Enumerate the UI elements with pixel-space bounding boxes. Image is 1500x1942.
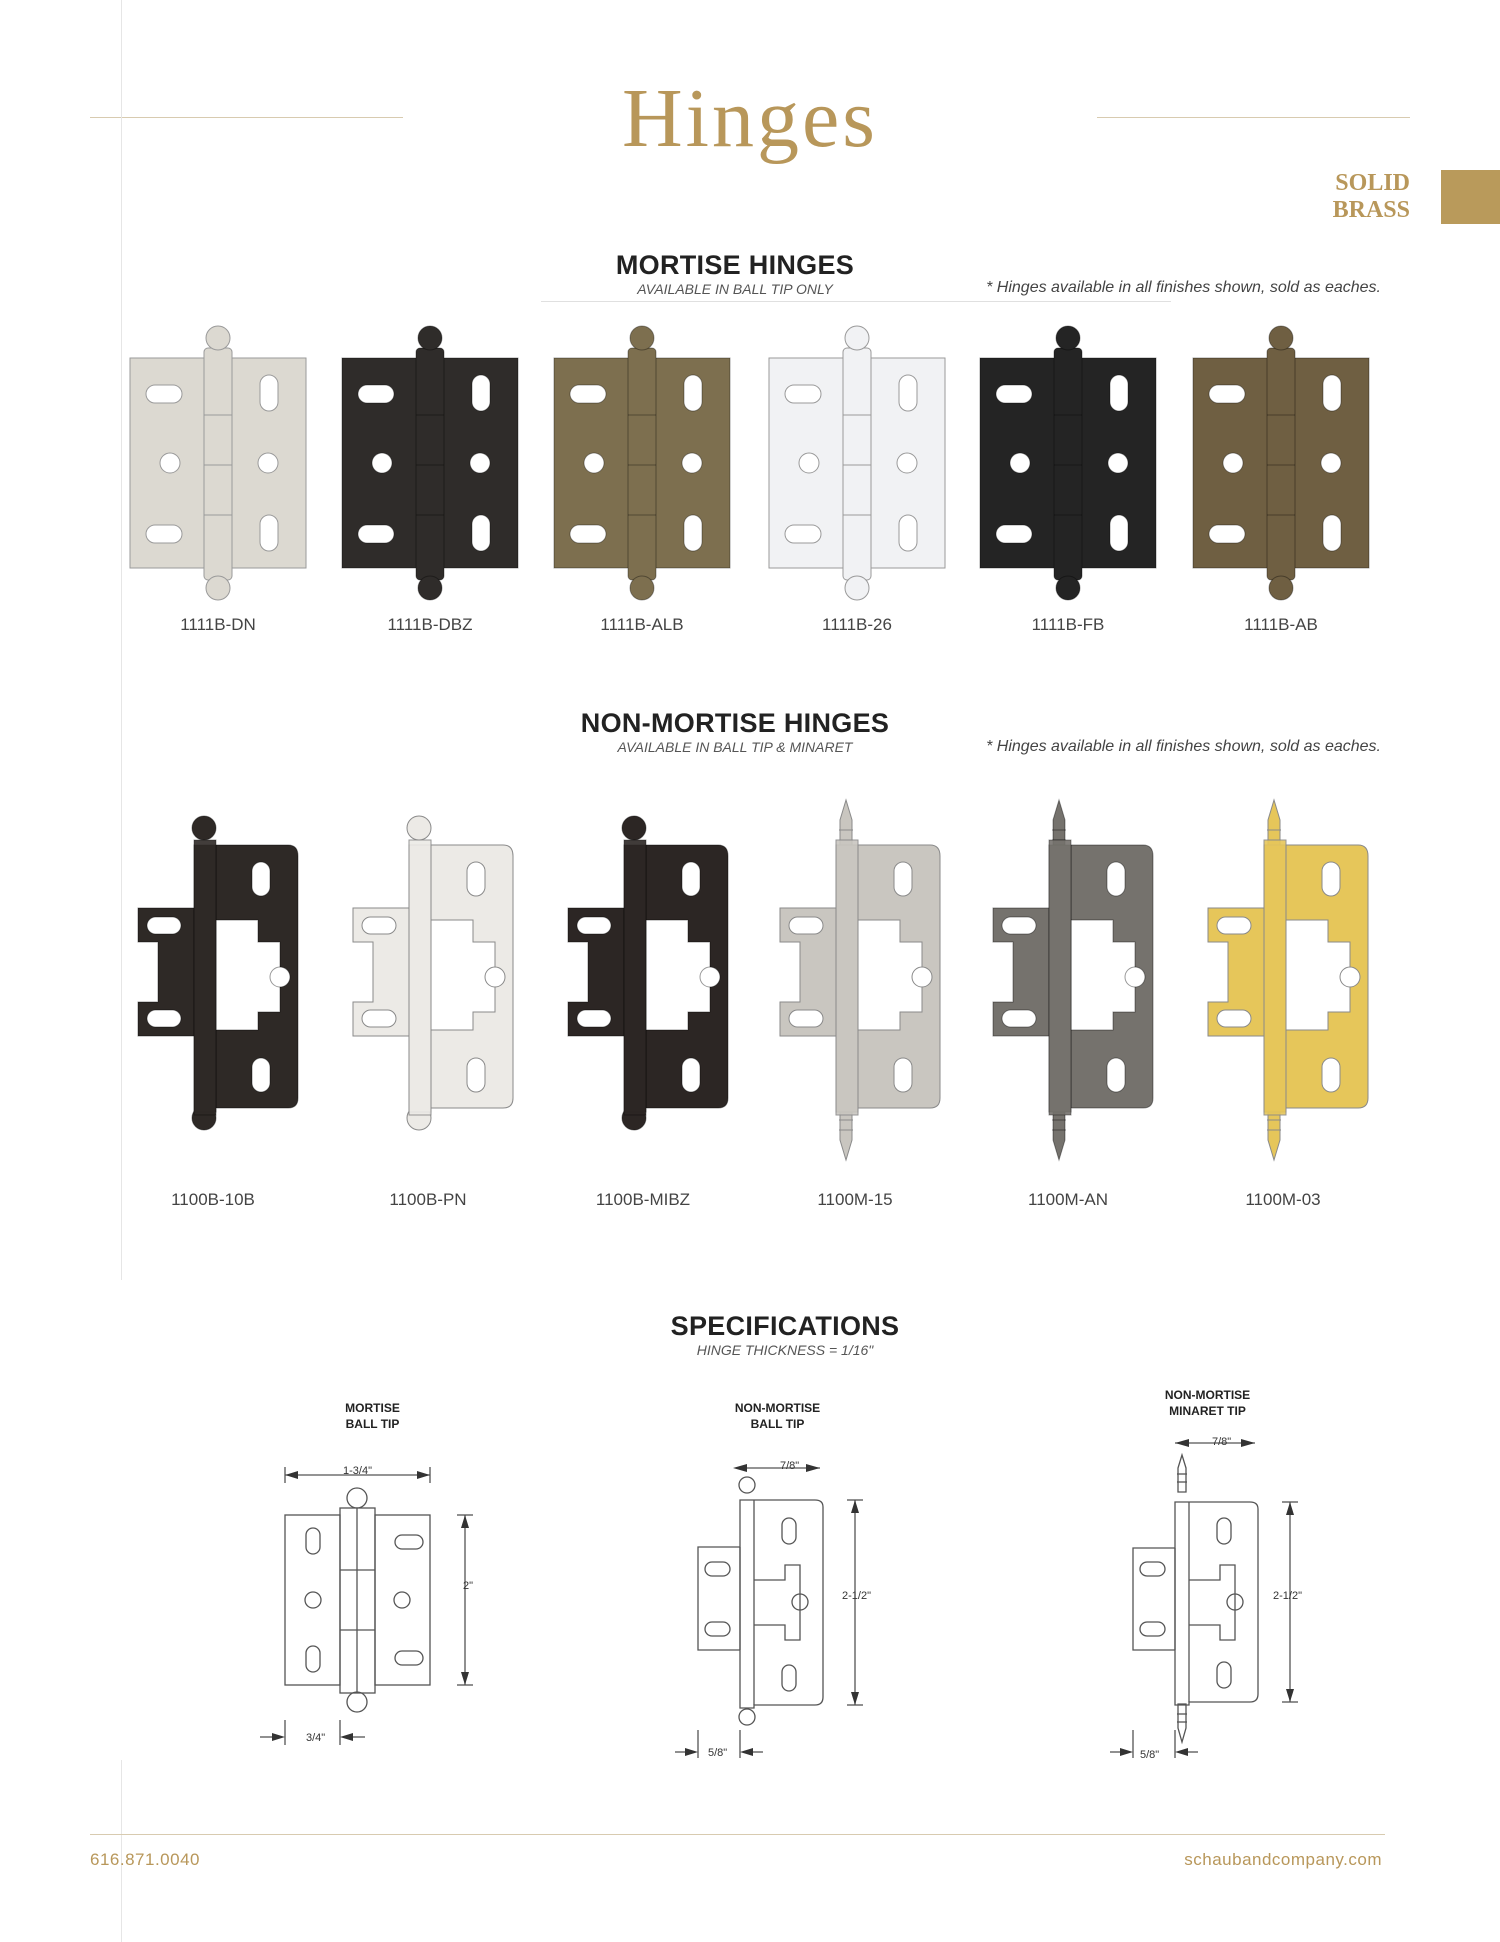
spec-mortise-leaf: 3/4" [306, 1732, 326, 1744]
non-mortise-note: * Hinges available in all finishes shown, sold as eaches. [986, 738, 1381, 755]
non-mortise-heading: NON-MORTISE HINGES [580, 708, 890, 738]
non-mortise-hinge-image [975, 790, 1165, 1170]
mortise-subheading: AVAILABLE IN BALL TIP ONLY [637, 281, 833, 297]
spec-mortise-width: 1-3/4" [343, 1465, 372, 1477]
spec-mortise-label: MORTISE BALL TIP [345, 1401, 400, 1431]
mortise-hinge-card[interactable] [757, 320, 957, 605]
non-mortise-hinge-code: 1100M-15 [817, 1190, 893, 1209]
mortise-hinge-code: 1111B-DN [180, 615, 256, 634]
mortise-heading: MORTISE HINGES [615, 250, 855, 280]
spec-mortise-height: 2" [463, 1580, 474, 1592]
non-mortise-hinge-code: 1100B-10B [171, 1190, 255, 1209]
mortise-hinge-code: 1111B-26 [822, 615, 892, 634]
solid-brass-badge: SOLID BRASS [1332, 170, 1410, 223]
spec-nm-ball-label: NON-MORTISE BALL TIP [734, 1401, 821, 1431]
non-mortise-hinge-card[interactable] [120, 790, 310, 1170]
non-mortise-hinge-code: 1100M-03 [1245, 1190, 1321, 1209]
mortise-hinge-image [542, 320, 742, 605]
mortise-hinge-card[interactable] [1181, 320, 1381, 605]
spec-nm-ball-leaf: 5/8" [708, 1747, 728, 1759]
non-mortise-hinge-image [335, 790, 525, 1170]
non-mortise-hinge-card[interactable] [335, 790, 525, 1170]
non-mortise-hinge-code: 1100B-MIBZ [595, 1190, 691, 1209]
mortise-bracket-line [541, 301, 1171, 302]
mortise-hinge-code: 1111B-FB [1031, 615, 1105, 634]
footer-website[interactable]: schaubandcompany.com [1184, 1850, 1382, 1869]
non-mortise-hinge-card[interactable] [975, 790, 1165, 1170]
non-mortise-hinge-image [762, 790, 952, 1170]
non-mortise-hinge-card[interactable] [762, 790, 952, 1170]
mortise-hinge-code: 1111B-ALB [600, 615, 684, 634]
spec-nm-minaret-height: 2-1/2" [1273, 1590, 1302, 1602]
spec-nm-minaret-label: NON-MORTISE MINARET TIP [1164, 1388, 1251, 1418]
non-mortise-hinge-image [550, 790, 740, 1170]
spec-mortise-diagram [260, 1450, 490, 1760]
mortise-hinge-card[interactable] [542, 320, 742, 605]
mortise-hinge-card[interactable] [968, 320, 1168, 605]
non-mortise-subheading: AVAILABLE IN BALL TIP & MINARET [617, 739, 853, 755]
mortise-note: * Hinges available in all finishes shown, sold as eaches. [986, 279, 1381, 296]
footer-rule [90, 1834, 1385, 1835]
non-mortise-hinge-card[interactable] [1190, 790, 1380, 1170]
specifications-subheading: HINGE THICKNESS = 1/16" [696, 1342, 874, 1358]
non-mortise-hinge-card[interactable] [550, 790, 740, 1170]
spec-nm-minaret-width: 7/8" [1212, 1436, 1232, 1448]
non-mortise-hinge-code: 1100B-PN [389, 1190, 467, 1209]
spec-nm-ball-height: 2-1/2" [842, 1590, 871, 1602]
mortise-hinge-code: 1111B-DBZ [387, 615, 473, 634]
specifications-heading: SPECIFICATIONS [670, 1311, 900, 1341]
page-title: Hinges [622, 72, 878, 165]
spec-nm-ball-width: 7/8" [780, 1460, 800, 1472]
mortise-hinge-image [968, 320, 1168, 605]
footer-phone: 616.871.0040 [90, 1850, 200, 1869]
non-mortise-hinge-image [1190, 790, 1380, 1170]
section-tab-marker [1441, 170, 1500, 224]
mortise-hinge-image [1181, 320, 1381, 605]
mortise-hinge-image [757, 320, 957, 605]
mortise-hinge-image [118, 320, 318, 605]
mortise-hinge-card[interactable] [118, 320, 318, 605]
mortise-hinge-image [330, 320, 530, 605]
spec-nm-ball-diagram [660, 1450, 890, 1770]
non-mortise-hinge-code: 1100M-AN [1028, 1190, 1108, 1209]
mortise-hinge-code: 1111B-AB [1244, 615, 1318, 634]
mortise-hinge-card[interactable] [330, 320, 530, 605]
non-mortise-hinge-image [120, 790, 310, 1170]
spec-nm-minaret-leaf: 5/8" [1140, 1749, 1160, 1761]
